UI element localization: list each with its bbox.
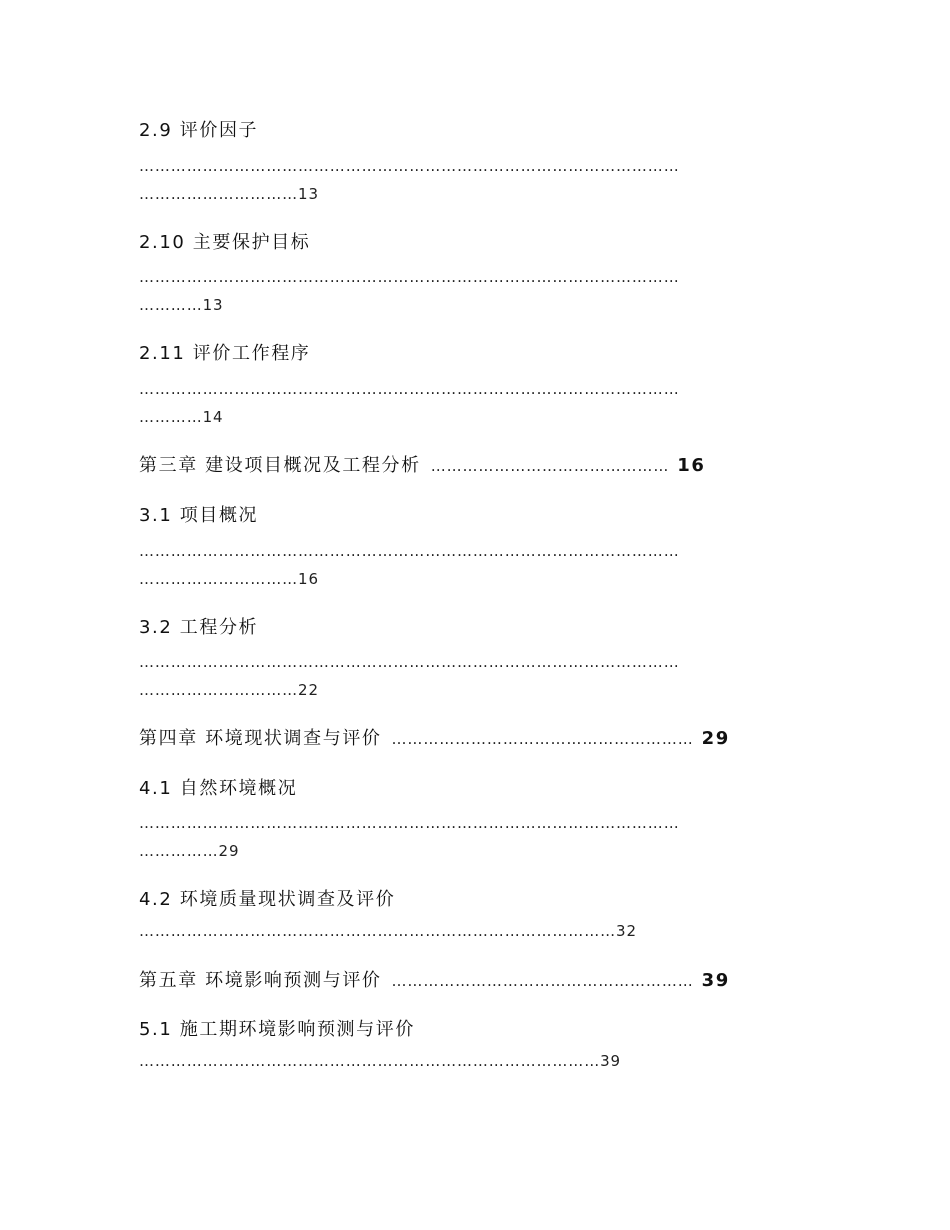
toc-heading-2-9: 2.9 评价因子 bbox=[139, 120, 259, 141]
chapter-page-number: 29 bbox=[701, 728, 730, 749]
toc-leader-page: ………………………………………………………………………………32 bbox=[139, 922, 637, 940]
toc-chapter-4 bbox=[139, 728, 799, 750]
chapter-title: 第三章 建设项目概况及工程分析 bbox=[139, 455, 421, 476]
toc-leader-page: ……………29 bbox=[139, 842, 240, 860]
toc-chapter-3 bbox=[139, 455, 799, 477]
toc-heading-4-2: 4.2 环境质量现状调查及评价 bbox=[139, 889, 396, 910]
toc-leader: ………………………………………………………………………………………… bbox=[139, 380, 680, 398]
toc-leader: ………………………………………………………………………………………… bbox=[139, 653, 680, 671]
toc-leader-page: …………………………22 bbox=[139, 681, 319, 699]
toc-leader-page: ……………………………………………………………………………39 bbox=[139, 1052, 621, 1070]
toc-heading-3-1: 3.1 项目概况 bbox=[139, 505, 259, 526]
toc-leader-page: …………………………16 bbox=[139, 570, 319, 588]
toc-leader: ………………………………………………… bbox=[391, 730, 694, 748]
toc-leader: ………………………………………………… bbox=[391, 972, 694, 990]
toc-leader-page: …………13 bbox=[139, 296, 224, 314]
toc-leader: ……………………………………… bbox=[430, 457, 670, 475]
toc-leader: ………………………………………………………………………………………… bbox=[139, 542, 680, 560]
toc-heading-2-10: 2.10 主要保护目标 bbox=[139, 232, 311, 253]
toc-heading-2-11: 2.11 评价工作程序 bbox=[139, 343, 311, 364]
toc-leader-page: …………………………13 bbox=[139, 185, 319, 203]
toc-leader: ………………………………………………………………………………………… bbox=[139, 268, 680, 286]
toc-leader: ………………………………………………………………………………………… bbox=[139, 814, 680, 832]
chapter-page-number: 39 bbox=[701, 970, 730, 991]
toc-heading-3-2: 3.2 工程分析 bbox=[139, 617, 259, 638]
chapter-title: 第五章 环境影响预测与评价 bbox=[139, 970, 382, 991]
toc-leader: ………………………………………………………………………………………… bbox=[139, 157, 680, 175]
chapter-title: 第四章 环境现状调查与评价 bbox=[139, 728, 382, 749]
toc-heading-4-1: 4.1 自然环境概况 bbox=[139, 778, 298, 799]
chapter-page-number: 16 bbox=[677, 455, 706, 476]
toc-leader-page: …………14 bbox=[139, 408, 224, 426]
toc-heading-5-1: 5.1 施工期环境影响预测与评价 bbox=[139, 1019, 415, 1040]
toc-chapter-5 bbox=[139, 970, 799, 992]
